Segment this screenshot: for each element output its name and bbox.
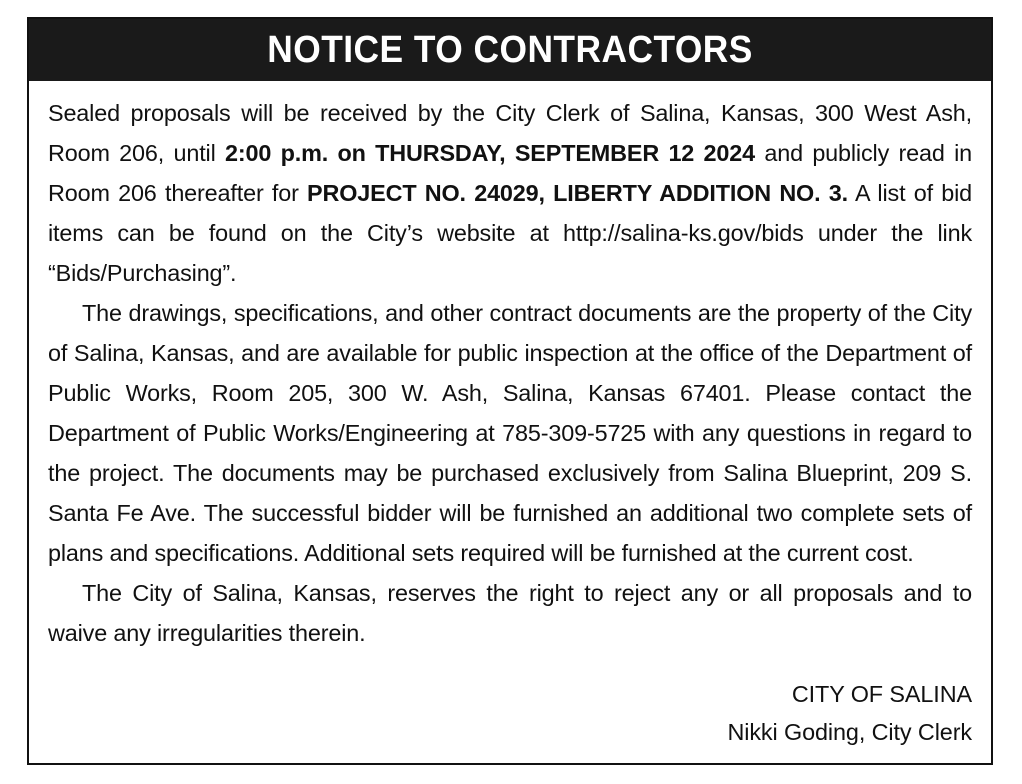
- signature-block: [48, 675, 972, 751]
- notice-header-bar: [29, 19, 991, 81]
- notice-paragraph-1: Sealed proposals will be received by the City Clerk of Salina, Kansas, 300 West Ash, Room 206, until 2:00 p.m. on THURSDAY, SEPTEMBER 12 2024 and publicly read in Room 206 thereafter for PROJECT NO. 24029, LIBERTY ADDITION NO. 3. A list of bid items can be found on the City’s website at http://salina-ks.gov/bids under the link “Bids/Purchasing”.: [48, 100, 972, 286]
- notice-body: [29, 81, 991, 761]
- page-title: NOTICE TO CONTRACTORS: [267, 28, 753, 71]
- signature-signer: Nikki Goding, City Clerk: [727, 719, 972, 745]
- notice-paragraph-3: The City of Salina, Kansas, reserves the right to reject any or all proposals and to waive any irregularities therein.: [48, 580, 972, 646]
- notice-paragraph-2: The drawings, specifications, and other contract documents are the property of the City of Salina, Kansas, and are available for public inspection at the office of the Department of Public Works, Room 205, 300 W. Ash, Salina, Kansas 67401. Please contact the Department of Public Works/Engineering at 785-309-5725 with any questions in regard to the project. The documents may be purchased exclusively from Salina Blueprint, 209 S. Santa Fe Ave. The successful bidder will be furnished an additional two complete sets of plans and specifications. Additional sets required will be furnished at the current cost.: [48, 300, 972, 566]
- notice-to-contractors-card: [27, 17, 993, 765]
- signature-organization: CITY OF SALINA: [791, 681, 972, 707]
